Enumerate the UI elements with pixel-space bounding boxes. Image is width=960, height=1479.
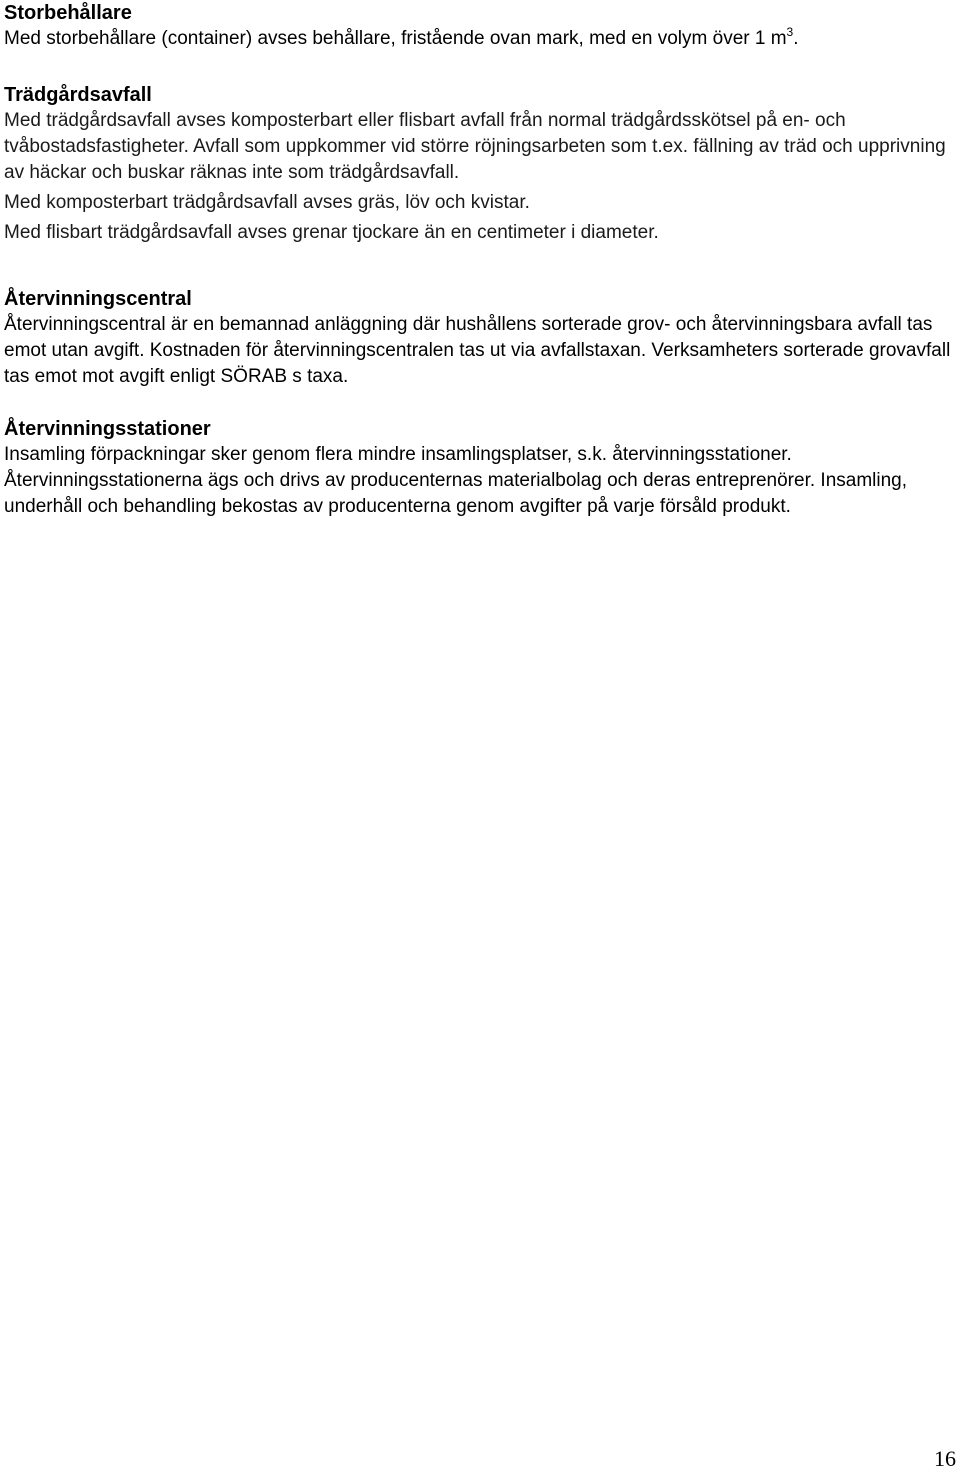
superscript-cubic: 3: [786, 25, 794, 39]
section-atervinningscentral: [4, 286, 956, 390]
paragraph-storbehallare: [4, 26, 799, 52]
paragraph-atervinningscentral: Återvinningscentral är en bemannad anläggning där hushållens sorterade grov- och återvinningsbara avfall tas emot utan avgift. Kostnaden för återvinningscentralen tas ut via avfallstaxan. Verksamheters sorterade grovavfall tas emot mot avgift enligt SÖRAB s taxa.: [4, 314, 951, 387]
section-storbehallare: [4, 0, 799, 52]
paragraph-tradgardsavfall-definition: Med trädgårdsavfall avses komposterbart eller flisbart avfall från normal trädgårdsskötsel på en- och tvåbostadsfastigheter. Avfall som uppkommer vid större röjningsarbeten som t.ex. fällning av träd och upprivning av häckar och buskar räknas inte som trädgårdsavfall.: [4, 110, 946, 183]
paragraph-flisbart: Med flisbart trädgårdsavfall avses grenar tjockare än en centimeter i diameter.: [4, 222, 659, 243]
paragraph-atervinningsstationer: Insamling förpackningar sker genom flera mindre insamlingsplatser, s.k. återvinningsstationer. Återvinningsstationerna ägs och drivs av producenternas materialbolag och deras entreprenörer. Insamling, underhåll och behandling bekostas av producenterna genom avgifter på varje försåld produkt.: [4, 444, 908, 517]
paragraph-komposterbart: Med komposterbart trädgårdsavfall avses gräs, löv och kvistar.: [4, 192, 530, 213]
storbehallare-suffix: .: [793, 28, 799, 49]
heading-atervinningsstationer: Återvinningsstationer: [4, 418, 211, 440]
heading-storbehallare: Storbehållare: [4, 2, 132, 24]
heading-atervinningscentral: Återvinningscentral: [4, 288, 192, 310]
page-number: 16: [934, 1446, 956, 1471]
section-atervinningsstationer: [4, 416, 956, 520]
heading-tradgardsavfall: Trädgårdsavfall: [4, 84, 152, 106]
section-tradgardsavfall: [4, 82, 956, 246]
storbehallare-text: Med storbehållare (container) avses behållare, fristående ovan mark, med en volym över 1 m: [4, 28, 787, 49]
